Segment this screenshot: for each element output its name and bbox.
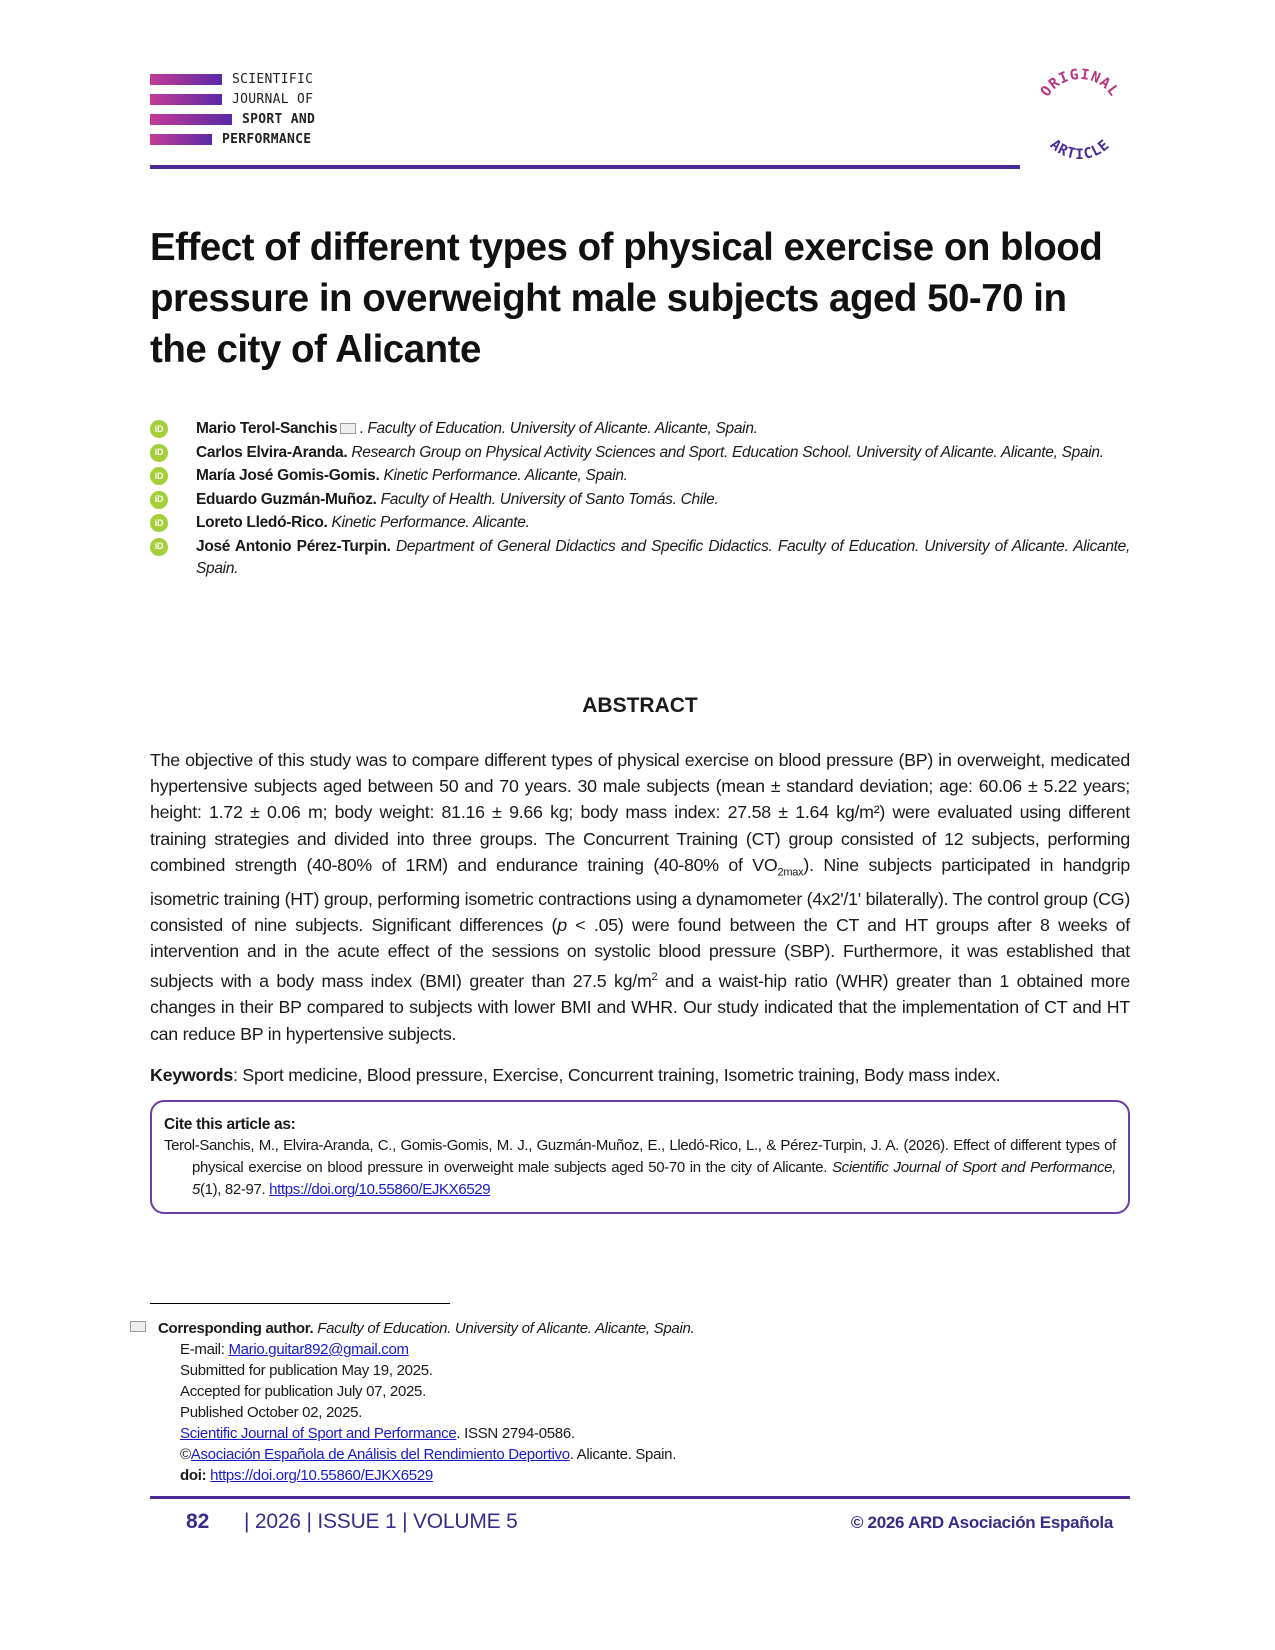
logo-line-3: SPORT AND <box>242 111 316 127</box>
vo2-subscript: 2max <box>777 866 804 879</box>
badge-bottom-text: ARTICLE <box>1046 136 1114 163</box>
envelope-icon <box>130 1321 146 1332</box>
author-item <box>150 442 1130 465</box>
author-name: Mario Terol-Sanchis <box>196 420 338 437</box>
abstract-part: ). Nine subjects participated in handgrip isometric training (HT) group, performing isometric contractions using a dynamometer (4x2'/1' bilaterally). The control group (CG) consisted of nine subjects. Significant differences ( <box>150 854 1130 935</box>
published-line: Published October 02, 2025. <box>180 1404 363 1421</box>
orcid-icon[interactable]: iD <box>150 444 168 462</box>
abstract-part: The objective of this study was to compare different types of physical exercise on blood pressure (BP) in overweight, medicated hypertensive subjects aged between 50 and 70 years. 30 male subjects (mean ± standard deviation; age: 60.06 ± 5.22 years; height: 1.72 ± 0.06 m; body weight: 81.16 ± 9.66 kg; body mass index: 27.58 ± 1.64 kg/m²) were evaluated using different training strategies and divided into three groups. The Concurrent Training (CT) group consisted of 12 subjects, performing combined strength (40-80% of 1RM) and endurance training (40-80% of VO <box>150 750 1130 875</box>
author-name: Carlos Elvira-Aranda. <box>196 443 348 461</box>
logo-row-1 <box>150 72 313 86</box>
author-affiliation: Kinetic Performance. Alicante, Spain. <box>383 467 628 484</box>
article-title: Effect of different types of physical exercise on blood pressure in overweight male subjects aged 50-70 in the city of Alicante <box>150 226 1103 371</box>
accepted-line: Accepted for publication July 07, 2025. <box>180 1383 426 1400</box>
footer-rule <box>150 1496 1130 1499</box>
badge-top-text: ORIGINAL <box>1037 68 1123 100</box>
author-item: iD Mario Terol-Sanchis . Faculty of Education. University of Alicante. Alicante, Spain. <box>150 418 1130 441</box>
abstract-heading: ABSTRACT <box>582 694 698 717</box>
journal-link[interactable]: Scientific Journal of Sport and Performance <box>180 1425 457 1442</box>
author-name: María José Gomis-Gomis. <box>196 467 380 484</box>
author-name: Loreto Lledó-Rico. <box>196 514 328 531</box>
journal-logo <box>150 72 350 152</box>
p-symbol: p <box>557 914 567 935</box>
keywords <box>150 1062 1130 1088</box>
citation-body: Terol-Sanchis, M., Elvira-Aranda, C., Gomis-Gomis, M. J., Guzmán-Muñoz, E., Lledó-Rico, L., & Pérez-Turpin, J. A. (2026). Effect of different types of physical exercise on blood pressure in overweight male subjects aged 50-70 in the city of Alicante. <box>164 1137 1116 1176</box>
header-rule <box>150 165 1020 169</box>
author-affiliation: Faculty of Education. University of Alicante. Alicante, Spain. <box>367 420 758 437</box>
doi-link[interactable]: https://doi.org/10.55860/EJKX6529 <box>210 1467 433 1484</box>
issue-info: | 2026 | ISSUE 1 | VOLUME 5 <box>244 1510 518 1533</box>
doi-label: doi: <box>180 1467 211 1484</box>
svg-text:ORIGINAL <box>1038 68 1122 100</box>
citation-text <box>164 1135 1116 1201</box>
footnote <box>130 1318 1030 1486</box>
abstract-text <box>150 747 1130 1047</box>
orcid-icon[interactable]: iD <box>150 467 168 485</box>
orcid-icon[interactable]: iD <box>150 538 168 556</box>
orcid-icon[interactable]: iD <box>150 491 168 509</box>
page-number: 82 <box>186 1510 210 1533</box>
superscript: 2 <box>651 971 658 984</box>
envelope-icon[interactable] <box>340 423 356 434</box>
corresponding-affiliation: Faculty of Education. University of Alicante. Alicante, Spain. <box>317 1320 695 1337</box>
doi-line <box>180 1465 1030 1486</box>
orcid-icon[interactable]: iD <box>150 420 168 438</box>
author-affiliation: Department of General Didactics and Specific Didactics. Faculty of Education. University of Alicante. Alicante, Spain. <box>196 537 1130 577</box>
abstract-part: < .05) were found between the CT and HT groups after 8 weeks of intervention and in the acute effect of the sessions on systolic blood pressure (SBP). Furthermore, it was established that subjects with a body mass index (BMI) greater than 27.5 kg/m <box>150 914 1130 992</box>
submitted-line: Submitted for publication May 19, 2025. <box>180 1362 433 1379</box>
logo-row-3 <box>150 112 315 126</box>
logo-line-2: JOURNAL OF <box>232 91 314 107</box>
email-link[interactable]: Mario.guitar892@gmail.com <box>228 1341 409 1358</box>
footnote-details <box>130 1339 1030 1486</box>
email-line: E-mail: Mario.guitar892@gmail.com <box>180 1341 409 1358</box>
corresponding-label: Corresponding author. <box>158 1320 314 1337</box>
abstract-part: and a waist-hip ratio (WHR) greater than 1 obtained more changes in their BP compared to subjects with lower BMI and WHR. Our study indicated that the implementation of CT and HT can reduce BP in hypertensive subjects. <box>150 971 1131 1044</box>
author-name: José Antonio Pérez-Turpin. <box>196 537 391 555</box>
author-affiliation: Research Group on Physical Activity Sciences and Sport. Education School. University of Alicante. Alicante, Spain. <box>351 443 1104 461</box>
corresponding-author <box>130 1318 1030 1339</box>
author-item <box>150 512 1130 535</box>
logo-line-4: PERFORMANCE <box>222 131 312 147</box>
keywords-label: Keywords <box>150 1065 233 1085</box>
author-name: Eduardo Guzmán-Muñoz. <box>196 490 377 508</box>
logo-line-1: SCIENTIFIC <box>232 71 314 87</box>
footnote-rule <box>150 1303 450 1304</box>
citation-label: Cite this article as: <box>164 1116 296 1133</box>
footer-copyright: © 2026 ARD Asociación Española <box>850 1513 1113 1532</box>
logo-row-2 <box>150 92 313 106</box>
original-article-badge <box>1025 68 1135 168</box>
author-item <box>150 465 1130 488</box>
citation-doi-link[interactable]: https://doi.org/10.55860/EJKX6529 <box>269 1181 491 1198</box>
keywords-text: : Sport medicine, Blood pressure, Exercise, Concurrent training, Isometric training, Body mass index. <box>232 1065 1001 1085</box>
citation-issue: (1), 82-97. <box>200 1181 270 1198</box>
association-link[interactable]: Asociación Española de Análisis del Rendimiento Deportivo <box>190 1446 570 1463</box>
logo-row-4 <box>150 132 311 146</box>
citation-journal: Scientific Journal of Sport and Performance, 5 <box>192 1159 1116 1198</box>
orcid-icon[interactable]: iD <box>150 514 168 532</box>
author-affiliation: Faculty of Health. University of Santo Tomás. Chile. <box>380 490 719 508</box>
citation-box <box>150 1100 1130 1214</box>
copyright-line: ©Asociación Española de Análisis del Rendimiento Deportivo. Alicante. Spain. <box>180 1446 677 1463</box>
author-item <box>150 536 1130 581</box>
issn-line: Scientific Journal of Sport and Performance. ISSN 2794-0586. <box>180 1425 575 1442</box>
author-affiliation: Kinetic Performance. Alicante. <box>331 514 530 531</box>
author-list <box>150 418 1130 582</box>
svg-text:ARTICLE <box>1047 137 1113 163</box>
author-item <box>150 489 1130 512</box>
